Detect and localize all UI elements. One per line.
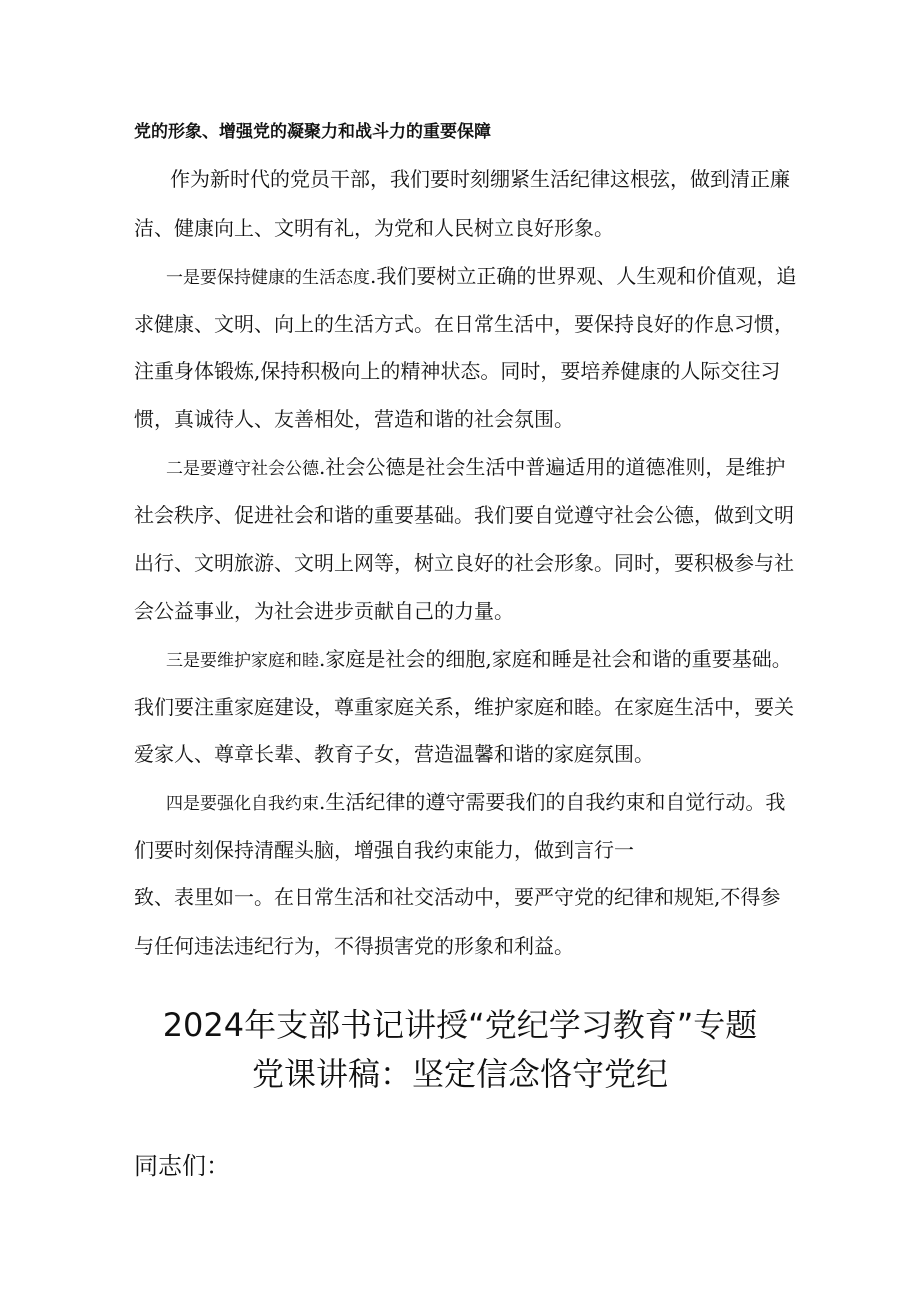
point-1-line-2: 求健康、文明、向上的生活方式。在日常生活中，要保持良好的作息习惯， xyxy=(134,312,794,336)
point-1-line-3: 注重身体锻炼,保持积极向上的精神状态。同时，要培养健康的人际交往习 xyxy=(134,359,781,383)
point-3-line-2: 我们要注重家庭建设，尊重家庭关系，维护家庭和睦。在家庭生活中，要关 xyxy=(134,695,794,719)
intro-line-1: 作为新时代的党员干部，我们要时刻绷紧生活纪律这根弦，做到清正廉 xyxy=(170,167,790,191)
point-2-line-1-rest: .社会公德是社会生活中普遍适用的道德准则，是维护 xyxy=(319,455,786,479)
point-4-line-1-rest: .生活纪律的遵守需要我们的自我约束和自觉行动。我 xyxy=(319,790,786,814)
intro-line-2: 洁、健康向上、文明有礼，为党和人民树立良好形象。 xyxy=(134,216,614,240)
point-4-line-3: 致、表里如一。在日常生活和社交活动中，要严守党的纪律和规矩,不得参 xyxy=(134,885,781,909)
point-4-lead: 四是要强化自我约束 xyxy=(166,794,319,814)
point-4-line-2: 们要时刻保持清醒头脑，增强自我约束能力，做到言行一 xyxy=(134,838,634,862)
point-4-line-1 xyxy=(166,788,785,818)
title-line-1: 2024年支部书记讲授“党纪学习教育”专题 xyxy=(162,1006,758,1044)
title-line-2: 党课讲稿：坚定信念恪守党纪 xyxy=(251,1055,668,1093)
salutation: 同志们： xyxy=(134,1152,230,1180)
point-3-line-1 xyxy=(166,645,792,675)
point-2-line-1 xyxy=(166,453,785,483)
point-2-lead: 二是要遵守社会公德 xyxy=(166,459,319,479)
point-2-line-2: 社会秩序、促进社会和谐的重要基础。我们要自觉遵守社会公德，做到文明 xyxy=(134,503,794,527)
point-1-line-1 xyxy=(166,262,796,292)
point-3-line-3: 爱家人、尊章长辈、教育子女，营造温馨和谐的家庭氛围。 xyxy=(134,742,654,766)
point-3-lead: 三是要维护家庭和睦 xyxy=(166,651,319,671)
point-3-line-1-rest: .家庭是社会的细胞,家庭和睡是社会和谐的重要基础。 xyxy=(319,647,792,671)
point-2-line-4: 会公益事业，为社会进步贡献自己的力量。 xyxy=(134,599,514,623)
point-1-line-4: 惯，真诚待人、友善相处，营造和谐的社会氛围。 xyxy=(134,407,574,431)
point-1-line-1-rest: .我们要树立正确的世界观、人生观和价值观，追 xyxy=(370,264,797,288)
continuation-heading: 党的形象、增强党的凝聚力和战斗力的重要保障 xyxy=(134,122,491,142)
point-2-line-3: 出行、文明旅游、文明上网等，树立良好的社会形象。同时，要积极参与社 xyxy=(134,551,794,575)
point-4-line-4: 与任何违法违纪行为，不得损害党的形象和利益。 xyxy=(134,934,574,958)
point-1-lead: 一是要保持健康的生活态度 xyxy=(166,268,370,288)
